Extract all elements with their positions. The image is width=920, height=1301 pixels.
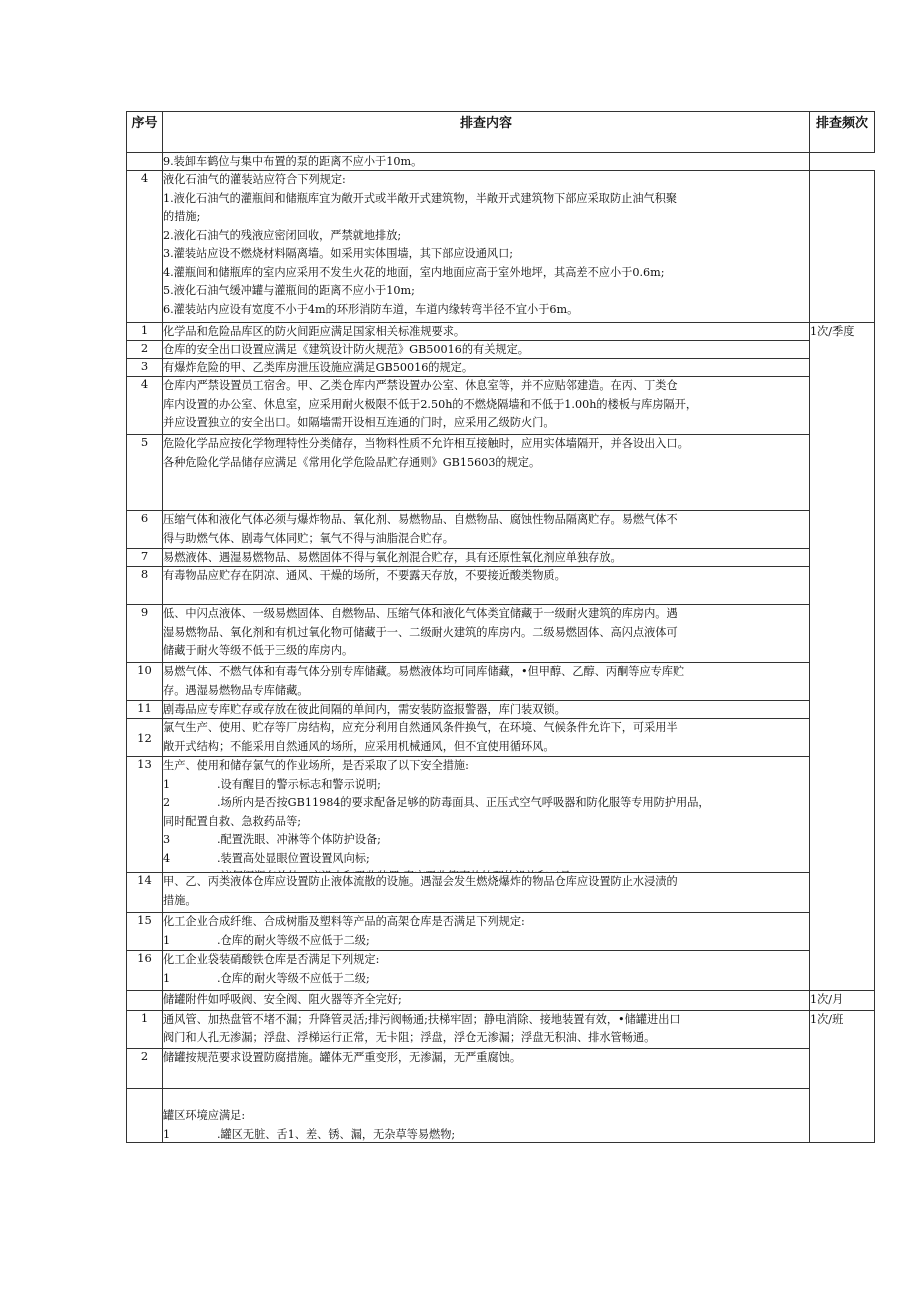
content-line: 易燃气体、不燃气体和有毒气体分别专库储藏。易燃液体均可同库储藏，•但甲醇、乙醇、丙酮等应专库贮 <box>163 665 685 678</box>
content-line: 生产、使用和储存氯气的作业场所，是否采取了以下安全措施: <box>163 759 469 772</box>
header-freq: 排查频次 <box>810 112 875 153</box>
row-number: 3 <box>127 359 163 377</box>
table-row <box>127 873 875 913</box>
row-content <box>163 511 810 549</box>
row-number <box>127 991 163 1011</box>
row-content <box>163 757 810 873</box>
content-line: 1.液化石油气的灌瓶间和储瓶库宜为敞开式或半敞开式建筑物，半敞开式建筑物下部应采取防止油气积聚 <box>163 191 678 205</box>
table-row <box>127 567 875 605</box>
row-content <box>163 991 810 1011</box>
row-number: 15 <box>127 913 163 951</box>
row-content <box>163 377 810 435</box>
content-line: 阀门和人孔无渗漏；浮盘、浮梯运行正常，无卡阻；浮盘，浮仓无渗漏；浮盘无积油、排水管畅通。 <box>163 1031 656 1044</box>
content-line: 敞开式结构；不能采用自然通风的场所，应采用机械通风，但不宜使用循环风。 <box>163 739 555 753</box>
sub-item-number: 3 <box>163 833 171 846</box>
table-row <box>127 171 875 323</box>
sub-item-text: .场所内是否按GB11984的要求配备足够的防毒面具、正压式空气呼吸器和防化服等专用防护用品， <box>217 796 710 809</box>
row-number: 14 <box>127 873 163 913</box>
sub-item-number: 1 <box>163 971 171 985</box>
row-frequency <box>810 171 875 323</box>
sub-item-text: .仓库的耐火等级不应低于二级; <box>217 971 370 985</box>
content-line: 储藏于耐火等级不低于三级的库房内。 <box>163 644 354 657</box>
content-line: 库内设置的办公室、休息室，应采用耐火极限不低于2.50h的不燃烧隔墙和不低于1.00h的楼板与库房隔开， <box>163 397 698 411</box>
content-line: 压缩气体和液化气体必须与爆炸物品、氧化剂、易燃物品、自燃物品、腐蚀性物品隔离贮存。易燃气体不 <box>163 513 678 526</box>
sub-item-text: .装置高处显眼位置设置风向标; <box>217 851 370 865</box>
row-number: 5 <box>127 435 163 511</box>
content-line: 低、中闪点液体、一级易燃固体、自燃物品、压缩气体和液化气体类宜储藏于一级耐火建筑的库房内。遇 <box>163 607 678 620</box>
table-row <box>127 341 875 359</box>
sub-item-text <box>217 988 355 990</box>
row-number: 2 <box>127 341 163 359</box>
row-frequency: 1次/月 <box>810 991 875 1011</box>
table-row <box>127 323 875 341</box>
row-content <box>163 1048 810 1088</box>
content-line: 有爆炸危险的甲、乙类库房泄压设施应满足GB50016的规定。 <box>163 361 474 374</box>
sub-item-number <box>163 868 217 872</box>
sub-item <box>163 970 809 989</box>
content-line: 氯气生产、使用、贮存等厂房结构，应充分利用自然通风条件换气，在环境、气候条件允许下，可采用半 <box>163 721 678 734</box>
header-content: 排查内容 <box>163 112 810 153</box>
content-line: 各种危险化学品储存应满足《常用化学危险品贮存通则》GB15603的规定。 <box>163 455 541 469</box>
sub-item <box>163 1126 809 1142</box>
row-content <box>163 605 810 663</box>
table-row <box>127 511 875 549</box>
row-content <box>163 171 810 323</box>
sub-item-number <box>163 988 217 990</box>
header-num: 序号 <box>127 112 163 153</box>
row-content <box>163 341 810 359</box>
row-content <box>163 1088 810 1142</box>
content-line: 措施。 <box>163 893 197 907</box>
row-number: 13 <box>127 757 163 873</box>
row-content <box>163 951 810 991</box>
sub-item <box>163 794 809 813</box>
row-number <box>127 153 163 171</box>
inspection-table-sheet <box>126 111 874 1143</box>
content-line: 化学品和危险品库区的防火间距应满足国家相关标准规要求。 <box>163 325 466 338</box>
content-line: 储罐按规范要求设置防腐措施。罐体无严重变形，无渗漏，无严重腐蚀。 <box>163 1050 522 1064</box>
sub-item-text: .配置洗眼、冲淋等个体防护设备; <box>217 833 381 846</box>
table-row <box>127 1088 875 1142</box>
content-line: 仓库内严禁设置员工宿舍。甲、乙类仓库内严禁设置办公室、休息室等，并不应贴邻建造。在丙、丁类仓 <box>163 379 678 392</box>
content-line: 有毒物品应贮存在阴凉、通风、干燥的场所，不要露天存放，不要接近酸类物质。 <box>163 569 566 582</box>
row-content <box>163 567 810 605</box>
table-row <box>127 359 875 377</box>
table-row <box>127 605 875 663</box>
row-number: 4 <box>127 171 163 323</box>
content-line: 湿易燃物品、氧化剂和有机过氧化物可储藏于一、二级耐火建筑的库房内。二级易燃固体、高闪点液体可 <box>163 625 678 639</box>
table-row <box>127 435 875 511</box>
content-line: 危险化学品应按化学物理特性分类储存，当物料性质不允许相互接触时，应用实体墙隔开，并各设出入口。 <box>163 437 689 450</box>
sub-item <box>163 932 809 951</box>
table-row <box>127 719 875 757</box>
row-number: 10 <box>127 663 163 701</box>
sub-item-number: 4 <box>163 851 171 865</box>
content-line: 化工企业合成纤维、合成树脂及塑料等产品的高架仓库是否满足下列规定: <box>163 915 525 928</box>
content-line: 易燃液体、遇湿易燃物品、易燃固体不得与氧化剂混合贮存，具有还原性氧化剂应单独存放。 <box>163 551 622 564</box>
content-line: 甲、乙、丙类液体仓库应设置防止液体流散的设施。遇湿会发生燃烧爆炸的物品仓库应设置防止水浸渍的 <box>163 875 678 888</box>
row-content <box>163 663 810 701</box>
inspection-table <box>126 111 875 1143</box>
content-line: 6.灌装站内应设有宽度不小于4m的环形消防车道，车道内缘转弯半径不宜小于6m。 <box>163 302 579 316</box>
sub-item-text: .设有醒目的警示标志和警示说明; <box>217 777 381 791</box>
content-line: 存。遇湿易燃物品专库储藏。 <box>163 683 309 697</box>
row-number: 11 <box>127 701 163 719</box>
row-frequency: 1次/班 <box>810 1010 875 1142</box>
sub-item <box>163 868 809 872</box>
table-row <box>127 1048 875 1088</box>
content-line: 储罐附件如呼吸阀、安全阀、阻火器等齐全完好; <box>163 993 402 1006</box>
row-content <box>163 873 810 913</box>
row-frequency: 1次/季度 <box>810 323 875 991</box>
content-line: 仓库的安全出口设置应满足《建筑设计防火规范》GB50016的有关规定。 <box>163 343 529 356</box>
row-number: 4 <box>127 377 163 435</box>
row-number: 2 <box>127 1048 163 1088</box>
sub-item <box>163 850 809 869</box>
row-number: 7 <box>127 549 163 567</box>
content-line: 的措施; <box>163 210 201 223</box>
table-row <box>127 951 875 991</box>
row-number: 1 <box>127 323 163 341</box>
content-line: 4.灌瓶间和储瓶库的室内应采用不发生火花的地面，室内地面应高于室外地坪，其高差不应小于0.6m; <box>163 265 665 279</box>
row-content <box>163 1010 810 1048</box>
content-line: 9.装卸车鹤位与集中布置的泵的距离不应小于10m。 <box>163 155 423 168</box>
row-number: 12 <box>127 719 163 757</box>
table-row <box>127 377 875 435</box>
row-number: 1 <box>127 1010 163 1048</box>
table-row <box>127 549 875 567</box>
content-line: 3.灌装站应设不燃烧材料隔离墙。如采用实体围墙，其下部应设通风口; <box>163 247 514 260</box>
row-content <box>163 359 810 377</box>
sub-item-text: .罐区无脏、舌1、差、锈、漏，无杂草等易燃物; <box>217 1127 456 1141</box>
content-line: 通风管、加热盘管不堵不漏；升降管灵活;排污阀畅通;扶梯牢固；静电消除、接地装置有效，•储罐进出口 <box>163 1012 681 1026</box>
row-content <box>163 435 810 511</box>
table-row <box>127 701 875 719</box>
content-line: 剧毒品应专库贮存或存放在彼此间隔的单间内，需安装防盗报警器，库门装双锁。 <box>163 703 566 716</box>
content-line: 5.液化石油气缓冲罐与灌瓶间的距离不应小于10m; <box>163 284 415 297</box>
table-row <box>127 663 875 701</box>
sub-item-number: 1 <box>163 777 171 791</box>
table-header-row <box>127 112 875 153</box>
content-line: 同时配置自救、急救药品等; <box>163 814 302 828</box>
row-number: 9 <box>127 605 163 663</box>
row-number: 6 <box>127 511 163 549</box>
content-line <box>163 1089 809 1108</box>
sub-item-text: .仓库的耐火等级不应低于二级; <box>217 933 370 947</box>
content-line: 2.液化石油气的残液应密闭回收，严禁就地排放; <box>163 228 402 242</box>
row-number: 8 <box>127 567 163 605</box>
row-content <box>163 323 810 341</box>
content-line: 得与助燃气体、剧毒气体同贮；氧气不得与油脂混合贮存。 <box>163 531 454 545</box>
sub-item-number: 1 <box>163 1127 171 1141</box>
content-line: 罐区环境应满足: <box>163 1109 246 1122</box>
table-row <box>127 757 875 873</box>
table-row <box>127 913 875 951</box>
sub-item-number: 1 <box>163 933 171 947</box>
row-content <box>163 719 810 757</box>
row-content <box>163 549 810 567</box>
sub-item <box>163 776 809 795</box>
table-row <box>127 991 875 1011</box>
sub-item-number: 2 <box>163 796 171 809</box>
sub-item-text <box>217 868 582 872</box>
table-row <box>127 1010 875 1048</box>
table-row <box>127 153 875 171</box>
table-body <box>127 153 875 1143</box>
row-content <box>163 153 810 171</box>
row-content <box>163 913 810 951</box>
row-number: 16 <box>127 951 163 991</box>
sub-item <box>163 831 809 850</box>
content-line: 液化石油气的灌装站应符合下列规定: <box>163 173 346 186</box>
content-line: 并应设置独立的安全出口。如隔墙需开设相互连通的门时，应采用乙级防火门。 <box>163 416 555 429</box>
row-number <box>127 1088 163 1142</box>
content-line: 化工企业袋装硝酸铁仓库是否满足下列规定: <box>163 953 380 966</box>
row-content <box>163 701 810 719</box>
